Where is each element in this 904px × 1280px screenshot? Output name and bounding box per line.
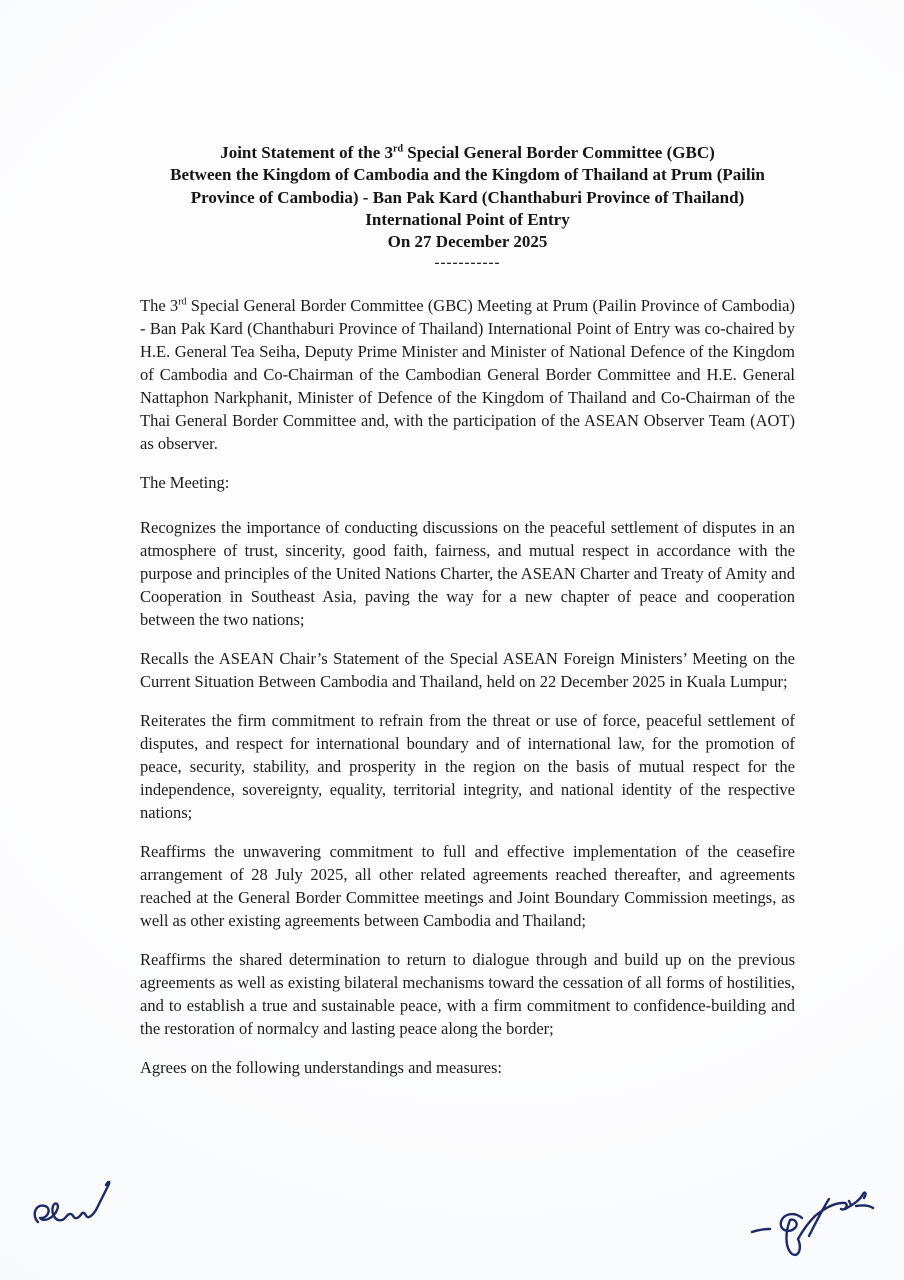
paragraph-reiterates: Reiterates the firm commitment to refrain from the threat or use of force, peaceful settlement of disputes, and respect for international boundary and of international law, for the promotion of peace, security, stability, and prosperity in the region on the basis of mutual respect for the independence, sovereignty, equality, territorial integrity, and national identity of the respective nations; [140, 711, 795, 823]
paragraph-reaffirms-dialogue: Reaffirms the shared determination to return to dialogue through and build up on the previous agreements as well as existing bilateral mechanisms toward the cessation of all forms of hostilities, and to establish a true and sustainable peace, with a firm commitment to confidence-building and the restoration of normalcy and lasting peace along the border; [140, 950, 795, 1039]
document-body [140, 294, 795, 1079]
title-line-1 [140, 142, 795, 164]
paragraph-recalls: Recalls the ASEAN Chair’s Statement of the Special ASEAN Foreign Ministers’ Meeting on the Current Situation Between Cambodia and Thailand, held on 22 December 2025 in Kuala Lumpur; [140, 649, 795, 692]
title-text: Joint Statement of the 3 [220, 143, 394, 162]
paragraph-reaffirms-ceasefire: Reaffirms the unwavering commitment to full and effective implementation of the ceasefire arrangement of 28 July 2025, all other related agreements reached thereafter, and agreements reached at the General Border Committee meetings and Joint Boundary Commission meetings, as well as other existing agreements between Cambodia and Thailand; [140, 842, 795, 931]
left-signature-stroke [35, 1182, 110, 1222]
title-line-4: International Point of Entry [365, 209, 570, 229]
paragraph-recognizes: Recognizes the importance of conducting discussions on the peaceful settlement of disputes in an atmosphere of trust, sincerity, good faith, fairness, and mutual respect in accordance with the purpose and principles of the United Nations Charter, the ASEAN Charter and Treaty of Amity and Cooperation in Southeast Asia, paving the way for a new chapter of peace and cooperation between the two nations; [140, 518, 795, 630]
paragraph-agrees: Agrees on the following understandings and measures: [140, 1058, 503, 1078]
title-line-5: On 27 December 2025 [387, 232, 548, 252]
title-text: Special General Border Committee (GBC) [403, 143, 715, 162]
title-line-2: Between the Kingdom of Cambodia and the Kingdom of Thailand at Prum (Pailin [170, 165, 765, 185]
title-line-3: Province of Cambodia) - Ban Pak Kard (Chanthaburi Province of Thailand) [190, 187, 745, 207]
right-signature [748, 1188, 888, 1268]
title-superscript: rd [393, 143, 404, 155]
left-signature [28, 1176, 124, 1242]
title-divider: ----------- [434, 255, 501, 272]
intro-superscript: rd [178, 296, 187, 308]
meeting-label: The Meeting: [140, 473, 230, 493]
document-title [140, 142, 795, 253]
right-signature-stroke [752, 1193, 873, 1255]
intro-text: Special General Border Committee (GBC) Meeting at Prum (Pailin Province of Cambodia) - Ban Pak Kard (Chanthaburi Province of Thailand) International Point of Entry was co-chaired by H.E. General Tea Seiha, Deputy Prime Minister and Minister of National Defence of the Kingdom of Cambodia and Co-Chairman of the Cambodian General Border Committee and H.E. General Nattaphon Narkphanit, Minister of Defence of the Kingdom of Thailand and Co-Chairman of the Thai General Border Committee and, with the participation of the ASEAN Observer Team (AOT) as observer. [140, 296, 796, 454]
intro-paragraph [140, 294, 795, 455]
intro-text: The 3 [140, 296, 179, 316]
